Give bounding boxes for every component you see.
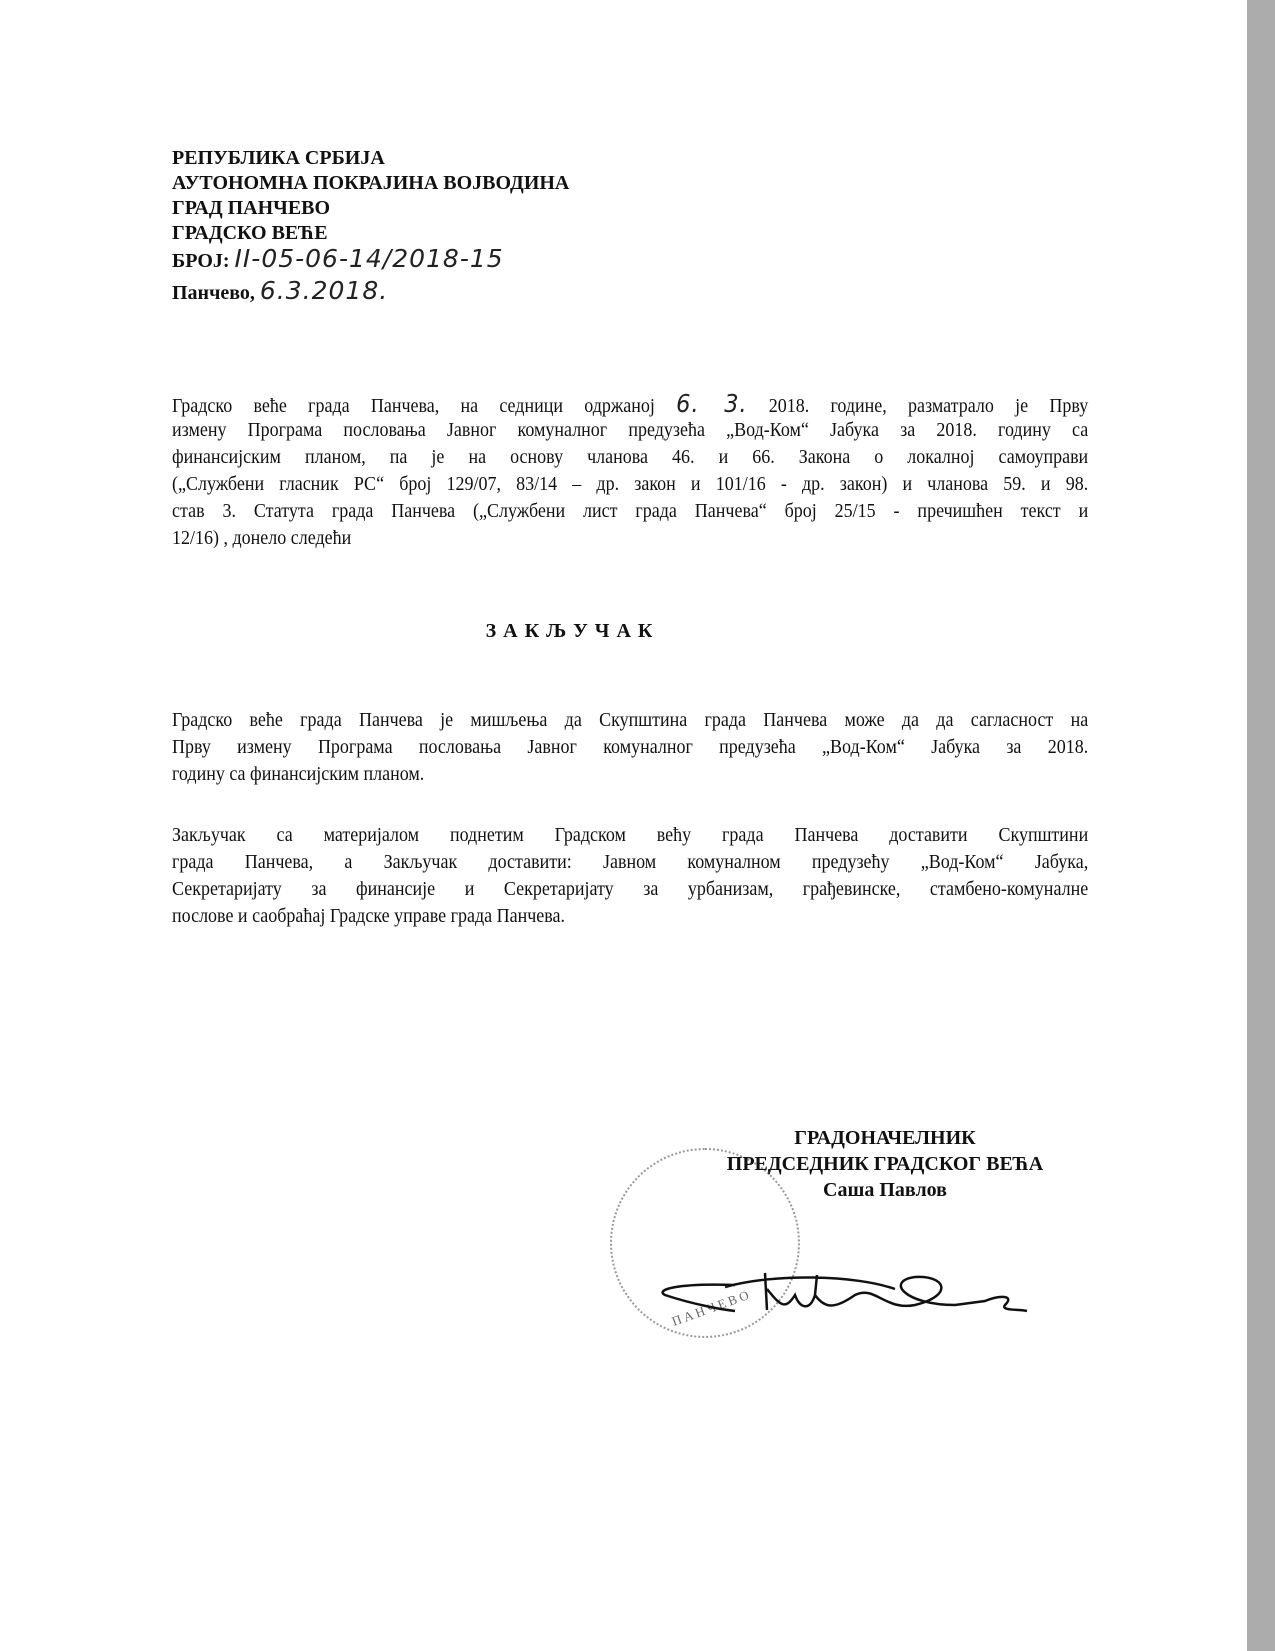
text: Градско веће града Панчева, на седници одржаној	[172, 395, 655, 417]
text-line: 12/16) , донело следећи	[172, 527, 352, 549]
scan-border	[1247, 0, 1275, 1651]
handwritten-signature	[655, 1265, 1035, 1335]
signature-block	[700, 1125, 1070, 1203]
text-line: („Службени гласник РС“ број 129/07, 83/14 – др. закон и 101/16 - др. закон) и чланова 59. и 98.	[172, 473, 1089, 495]
text-line: Закључак са материјалом поднетим Градском већу града Панчева доставити Скупштини	[172, 824, 1089, 846]
paragraph-preamble	[172, 390, 1088, 552]
header-line: ГРАД ПАНЧЕВО	[172, 197, 331, 219]
signatory-name: Саша Павлов	[823, 1179, 947, 1201]
signatory-title: ГРАДОНАЧЕЛНИК	[794, 1127, 976, 1149]
place-label: Панчево,	[172, 282, 255, 304]
text-line: измену Програма пословања Јавног комуналног предузећа „Вод-Ком“ Јабука за 2018. годину са	[172, 419, 1089, 441]
paragraph-conclusion	[172, 707, 1088, 788]
number-handwritten: II-05-06-14/2018-15	[234, 244, 504, 273]
text: 2018. године, разматрало је Прву	[768, 395, 1089, 417]
document-title: ЗАКЉУЧАК	[485, 620, 660, 642]
text-line	[172, 390, 1088, 417]
text-line: годину са финансијским планом.	[172, 763, 425, 785]
paragraph-delivery	[172, 822, 1088, 930]
document-place-date	[172, 278, 569, 306]
text-line: града Панчева, а Закључак доставити: Јавном комуналном предузећу „Вод-Ком“ Јабука,	[172, 851, 1089, 873]
document-number	[172, 246, 569, 274]
stamp-text: ПАНЧЕВО	[669, 1286, 754, 1329]
signatory-title: ПРЕДСЕДНИК ГРАДСКОГ ВЕЋА	[726, 1153, 1044, 1175]
text-line: став 3. Статута града Панчева („Службени лист града Панчева“ број 25/15 - пречишћен текст и	[172, 500, 1089, 522]
header-line: РЕПУБЛИКА СРБИЈА	[172, 147, 385, 169]
text-line: финансијским планом, па је на основу чланова 46. и 66. Закона о локалној самоуправи	[172, 446, 1089, 468]
header-line: АУТОНОМНА ПОКРАЈИНА ВОЈВОДИНА	[172, 172, 570, 194]
text-line: Секретаријату за финансије и Секретаријату за урбанизам, грађевинске, стамбено-комуналне	[172, 878, 1089, 900]
header-line: ГРАДСКО ВЕЋЕ	[172, 222, 328, 244]
date-handwritten: 6.3.2018.	[259, 276, 389, 305]
text-line: Прву измену Програма пословања Јавног комуналног предузећа „Вод-Ком“ Јабука за 2018.	[172, 736, 1089, 758]
text-line: Градско веће града Панчева је мишљења да Скупштина града Панчева може да да сагласност на	[172, 709, 1089, 731]
number-label: БРОЈ:	[172, 250, 230, 272]
document-header	[172, 146, 569, 306]
text-line: послове и саобраћај Градске управе града Панчева.	[172, 905, 566, 927]
handwritten-date: 6. 3.	[676, 389, 748, 418]
